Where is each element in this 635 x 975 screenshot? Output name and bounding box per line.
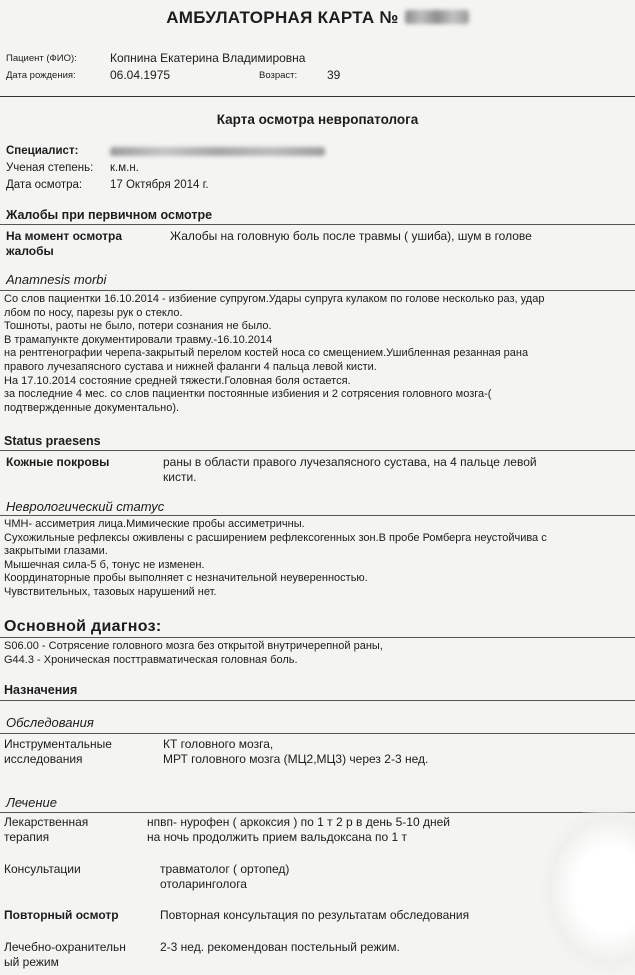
- instr-text: КТ головного мозга, МРТ головного мозга (МЦ2,МЦ3) через 2-3 нед.: [163, 737, 429, 766]
- exam-date-label: Дата осмотра:: [6, 179, 83, 191]
- patient-age-value: 39: [327, 68, 341, 82]
- card-number-redacted: [405, 10, 469, 24]
- treatment-divider: [0, 812, 635, 813]
- patient-dob-label: Дата рождения:: [6, 70, 76, 81]
- neuro-line: ЧМН- ассиметрия лица.Мимические пробы ассиметричны.: [4, 518, 305, 530]
- patient-age-label: Возраст:: [259, 70, 298, 81]
- regime-label: Лечебно-охранительн ый режим: [4, 940, 126, 969]
- neuro-line: Координаторные пробы выполняет с незначительной неуверенностью.: [4, 572, 368, 585]
- neuro-line: Сухожильные рефлексы оживлены с расширением рефлексогенных зон.В пробе Ромберга неустойчива с: [4, 531, 547, 544]
- anamnesis-heading: Anamnesis morbi: [6, 272, 107, 287]
- degree-value: к.м.н.: [110, 162, 139, 174]
- diagnosis-divider: [0, 637, 635, 638]
- patient-name-value: Копнина Екатерина Владимировна: [110, 51, 306, 65]
- exams-heading: Обследования: [6, 715, 94, 730]
- diagnosis-heading: Основной диагноз:: [4, 618, 162, 635]
- prescriptions-divider: [0, 700, 635, 701]
- specialist-name-redacted: [110, 146, 325, 160]
- card-title-text: АМБУЛАТОРНАЯ КАРТА №: [166, 8, 399, 27]
- anamnesis-text: [4, 293, 632, 415]
- repeat-text: Повторная консультация по результатам обследования: [160, 908, 470, 922]
- neuro-line: Чувствительных, тазовых нарушений нет.: [4, 585, 217, 598]
- patient-name-label: Пациент (ФИО):: [6, 53, 77, 64]
- anamnesis-line: В трамапункте документировали травму.-16.10.2014: [4, 333, 273, 346]
- patient-dob-value: 06.04.1975: [110, 68, 171, 82]
- neuro-divider: [0, 515, 635, 516]
- anamnesis-line: на рентгенографии черепа-закрытый перелом костей носа со смещением.Ушибленная резанная рана: [4, 347, 529, 360]
- exam-date-value: 17 Октября 2014 г.: [110, 179, 209, 191]
- header-divider: [0, 96, 635, 97]
- complaints-divider: [0, 224, 635, 225]
- regime-text: 2-3 нед. рекомендован постельный режим.: [160, 940, 400, 954]
- anamnesis-line: за последние 4 мес. со слов пациентки постоянные избиения и 2 сотрясения головного мозга-(: [4, 388, 492, 401]
- anamnesis-line: подтвержденные документально).: [4, 401, 180, 414]
- anamnesis-line: На 17.10.2014 состояние средней тяжести.Головная боля остается.: [4, 374, 351, 387]
- status-heading: Status praesens: [4, 434, 101, 448]
- instr-label: Инструментальные исследования: [4, 737, 112, 766]
- neuro-text: [4, 518, 632, 600]
- drug-text: нпвп- нурофен ( аркоксия ) по 1 т 2 р в день 5-10 дней на ночь продолжить прием вальдоксана по 1 т: [147, 815, 450, 844]
- prescriptions-heading: Назначения: [4, 683, 78, 697]
- neuro-line: Мышечная сила-5 б, тонус не изменен.: [4, 558, 205, 571]
- card-title: [0, 8, 635, 29]
- complaints-label: На момент осмотра жалобы: [6, 229, 123, 258]
- diagnosis-line: G44.3 - Хроническая посттравматическая головная боль.: [4, 653, 298, 666]
- diagnosis-text: [4, 640, 632, 667]
- status-divider: [0, 450, 635, 451]
- anamnesis-line: Со слов пациентки 16.10.2014 - избиение супругом.Удары супруга кулаком по голове несколько раз, удар: [4, 293, 545, 305]
- drug-label: Лекарственная терапия: [4, 815, 89, 844]
- anamnesis-line: лбом по носу, парезы рук о стекло.: [4, 306, 183, 319]
- complaints-text: Жалобы на головную боль после травмы ( ушиба), шум в голове: [170, 229, 532, 243]
- complaints-heading: Жалобы при первичном осмотре: [6, 208, 213, 222]
- consult-text: травматолог ( ортопед) отоларинголога: [160, 862, 290, 891]
- treatment-heading: Лечение: [6, 795, 57, 810]
- skin-label: Кожные покровы: [6, 455, 110, 469]
- anamnesis-line: правого лучезапясного сустава и нижней фаланги 4 пальца левой кисти.: [4, 360, 377, 373]
- specialist-label: Специалист:: [6, 145, 79, 157]
- neuro-line: закрытыми глазами.: [4, 545, 108, 558]
- diagnosis-line: S06.00 - Сотрясение головного мозга без открытой внутричерепной раны,: [4, 640, 383, 652]
- skin-text: раны в области правого лучезапясного сустава, на 4 пальце левой кисти.: [163, 455, 537, 484]
- exams-divider: [0, 733, 635, 734]
- neuro-heading: Неврологический статус: [6, 499, 165, 514]
- consult-label: Консультации: [4, 862, 81, 876]
- anamnesis-divider: [0, 290, 635, 291]
- anamnesis-line: Тошноты, раоты не было, потери сознания не было.: [4, 320, 272, 333]
- repeat-label: Повторный осмотр: [4, 908, 119, 922]
- exam-title: Карта осмотра невропатолога: [216, 112, 419, 127]
- degree-label: Ученая степень:: [6, 162, 94, 174]
